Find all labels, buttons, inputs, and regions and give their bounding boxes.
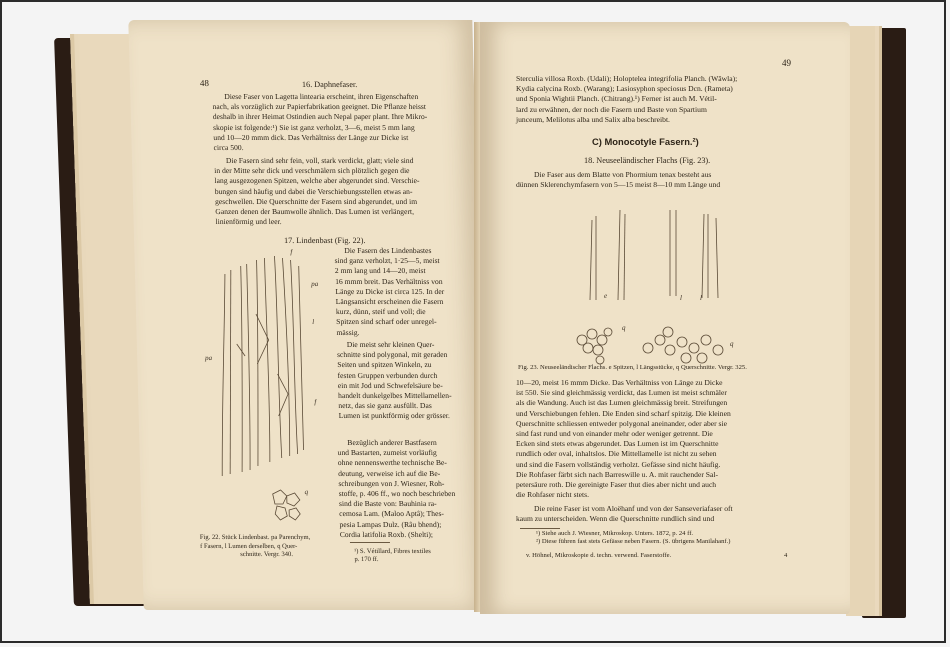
signature-line: v. Höhnel, Mikroskopie d. techn. verwend. Faserstoffe. [526,552,672,559]
footnotes-right: ¹) Siehe auch J. Wiesner, Mikroskop. Unters. 1872, p. 24 ff. ²) Diese führen fast stets Gefässe neben Fasern. (S. übrigens Manilahanf.) [536,530,731,546]
right-para-1: Sterculia villosa Roxb. (Udali); Holoptelea integrifolia Planch. (Wâwla); Kydia calycina Roxb. (Warang); Lasiosyphon speciosus Dcn. (Rameta) und Sponia Wightii Planch. (Chitrang).¹) Ferner ist auch M. Vétil- lard zu erwähnen, der noch die Fasern und Baste von Spartium junceum, Melilotus alba und Salix alba beschreibt. [516,74,738,124]
fig22-label-f: f [290,248,293,256]
page-number-left: 48 [199,78,210,88]
footnote-rule-left [350,542,390,543]
right-page [480,22,850,614]
left-page [128,20,487,610]
figure-22-illustration [194,244,335,524]
right-para-2: Die Faser aus dem Blatte von Phormium tenax besteht aus dünnen Sklerenchymfasern von 5—15 meist 8—10 mm Länge und [516,170,721,190]
fig23-label-l-2: l [700,294,702,302]
figure-23-illustration [570,200,770,372]
left-para-5: Bezüglich anderer Bastfasern und Bastarten, zumeist vorläufig ohne nennenswerthe technische Be- deutung, verweise ich auf die Be- schreibungen von J. Wiesner, Roh- stoffe, p. 406 ff., wo noch beschrieben sind die Baste von: Bauhinia ra- cemosa Lam. (Maloo Aptâ); Thes- pesia Lampas Dulz. (Râu bhend); Cordia latifolia Roxb. (Shelti); [337,438,456,539]
fig22-label-q: q [304,488,309,496]
fig23-cross-sections [577,327,723,364]
left-para-3: Die Fasern des Lindenbastes sind ganz verholzt, 1·25—5, meist 2 mm lang und 14—20, meist 16 mmm breit. Das Verhältniss von Länge zu Dicke ist circa 125. In der Längsansicht erscheinen die Fasern kurz, dünn, steif und voll; die Spitzen sind scharf oder unregel- mässig. [334,246,445,337]
page-stack-right [846,26,882,616]
fig23-label-l-1: l [680,294,682,302]
fig23-label-e: e [604,292,608,300]
section-c-heading: C) Monocotyle Fasern.²) [592,136,699,147]
left-para-2: Die Fasern sind sehr fein, voll, stark verdickt, glatt; viele sind in der Mitte sehr dick und verschmälern sich plötzlich gegen die lang ausgezogenen Spitzen, welche aber abgerundet sind. Verschie- bungen sind häufig und dabei die Verschiebungsstellen etwas an- geschwellen. Die Querschnitte der Fasern sind abgerundet, und im Ganzen denen der Baumwolle ähnlich. Das Lumen ist verlängert, linienförmig und leer. [214,156,420,227]
signature-number: 4 [784,552,788,559]
section-16-heading: 16. Daphnefaser. [301,80,358,89]
right-para-4: Die reine Faser ist vom Aloëhanf und von der Sanseveriafaser oft kaum zu unterscheiden. Wenn die Querschnitte rundlich sind und [516,504,733,524]
fig22-label-pa-left: pa [205,354,213,362]
figure-23-caption: Fig. 23. Neuseeländischer Flachs. e Spitzen, l Längsstücke, q Querschnitte. Vergr. 325. [518,364,747,371]
fig22-label-f2: f [314,398,317,406]
fig23-label-q-1: q [622,324,626,332]
figure-22-caption: Fig. 22. Stück Lindenbast. pa Parenchym, f Fasern, l Lumen derselben, q Quer- schnitte. Vergr. 340. [199,534,311,559]
fig22-label-pa-right: pa [311,280,319,288]
fig23-label-q-2: q [730,340,734,348]
right-para-3: 10—20, meist 16 mmm Dicke. Das Verhältniss von Länge zu Dicke ist 550. Sie sind gleichmässig verdickt, das Lumen ist meist schmäler als die Wandung. Auch ist das Lumen gleichmässig breit. Streifungen und Verschiebungen fehlen. Die Enden sind scharf spitzig. Die kleinen Querschnitte schliessen entweder polygonal aneinander, oder aber sie sind fast rund und von einander mehr oder weniger getrennt. Die Ecken sind stets etwas abgerundet. Das Lumen ist im Querschnitte rundlich oder oval, inhaltslos. Die Mittellamelle ist nicht zu sehen und sind die Fasern vollständig verholzt. Gefässe sind nicht häufig. Die Rohfaser färbt sich nach Barreswille u. A. mit rauchender Sal- petersäure roth. Die gereinigte Faser thut dies aber nicht und auch die Rohfaser nicht stets. [516,378,731,500]
section-17-heading: 17. Lindenbast (Fig. 22). [283,236,366,245]
fig22-label-l: l [312,318,315,326]
section-18-heading: 18. Neuseeländischer Flachs (Fig. 23). [584,156,711,165]
page-number-right: 49 [782,58,791,68]
fig22-cross-sections [273,490,301,520]
left-para-1: Diese Faser von Lagetta lintearia erscheint, ihren Eigenschaften nach, als vorzüglich zur Papierfabrikation geeignet. Die Pflanze heisst deshalb in ihrer Heimat Ostindien auch Nepal paper plant. Ihre Mikro- skopie ist folgende:¹) Sie ist ganz verholzt, 3—6, meist 5 mm lang und 10—20 mmm dick. Das Verhältniss der Länge zur Dicke ist circa 500. [212,92,428,153]
footnote-left: ¹) S. Vétillard, Fibres textiles p. 170 ff. [354,548,431,564]
footnote-rule-right [520,528,560,529]
left-para-4: Die meist sehr kleinen Quer- schnitte sind polygonal, mit geraden Seiten und spitzen Winkeln, zu festen Gruppen verbunden durch ein mit Jod und Schwefelsäure be- handelt dunkelgelbes Mittellamellen- netz, das sie ganz ausfüllt. Das Lumen ist punktförmig oder grösser. [336,340,452,421]
